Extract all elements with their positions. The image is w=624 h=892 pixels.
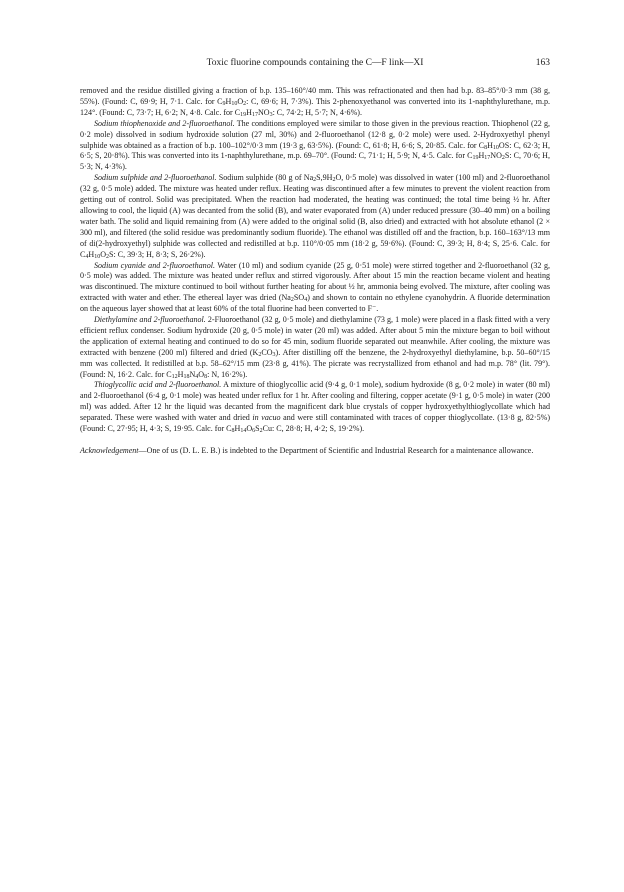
body-paragraph bbox=[80, 315, 550, 380]
text-run: SO bbox=[293, 293, 305, 303]
subscript: 3 bbox=[272, 351, 276, 358]
page-number: 163 bbox=[535, 58, 550, 68]
italic-text: Sodium thiophenoxide and 2-fluoroethanol. bbox=[94, 118, 235, 128]
subscript: 2 bbox=[259, 428, 263, 435]
subscript: 10 bbox=[94, 253, 101, 260]
text-run: 2-Fluoroethanol (32 g, 0·5 mole) and diethylamine (73 g, 1 mole) were placed in a flask fitted with a very efficient reflux condenser. Sodium hydroxide (20 g, 0·5 mole) in water (20 ml) was added. After about 5 min the mixture began to boil without the application of external heating and continued to do so for 45 min, sodium fluoride separated out meanwhile. After cooling, the mixture was extracted with benzene (200 ml) filtered and dried (K bbox=[80, 315, 550, 357]
text-run: and were still contaminated with traces of copper thioglycollate. (13·8 g, 82·5%) (Found: C, 27·95; H, 4·3; S, 19·95. Calc. for C bbox=[80, 413, 551, 434]
text-run: H bbox=[478, 151, 485, 161]
subscript: 19 bbox=[240, 111, 247, 118]
subscript: 9 bbox=[222, 100, 226, 107]
text-run: removed and the residue distilled giving a fraction of b.p. 135–160°/40 mm. This was refractionated and then had b.p. 83–85°/0·3 mm (38 g, 55%). (Found: C, 69·9; H, 7·1. Calc. for C bbox=[80, 86, 550, 106]
text-run: H bbox=[487, 140, 493, 150]
subscript: 10 bbox=[492, 144, 499, 151]
subscript: 8 bbox=[484, 144, 488, 151]
text-run: A mixture of thioglycollic acid (9·4 g, 0·1 mole), sodium hydroxide (8 g, 0·2 mole) in water (80 ml) and 2-fluoroethanol (6·4 g, 0·1 mole) was heated under reflux for 1 hr. After cooling and filtering, copper acetate (9·1 g, 0·5 mole) in water (200 ml) was added. After 12 hr the liquid was decanted from the magnificent dark blue crystals of copper hydroxyethylthioglycollate which had separated. These were washed with water and dried bbox=[80, 380, 550, 423]
text-run: CO bbox=[261, 347, 273, 357]
subscript: 4 bbox=[85, 253, 89, 260]
text-run: Sodium sulphide (80 g of Na bbox=[216, 173, 314, 183]
text-run: H bbox=[225, 96, 232, 106]
text-run: Water (10 ml) and sodium cyanide (25 g, 0·51 mole) were stirred together and 2-fluoroethanol (32 g, 0·5 mole) was added. The mixture was heated under reflux and stirred vigorously. After about 15 min the reaction became violent and heating was discontinued. The mixture continued to boil without further heating for about ½ hr, ammonia being evolved. The mixture, after cooling was extracted with water and ether. The ethereal layer was dried (Na bbox=[80, 260, 550, 303]
italic-text: Thioglycollic acid and 2-fluoroethanol. bbox=[94, 380, 222, 390]
subscript: 4 bbox=[195, 373, 199, 380]
body-paragraph bbox=[80, 173, 550, 260]
text-run: NO bbox=[257, 107, 270, 117]
italic-text: Diethylamine and 2-fluoroethanol. bbox=[94, 315, 206, 325]
subscript: 2 bbox=[332, 177, 336, 184]
text-run: O bbox=[246, 424, 253, 434]
text-run: O bbox=[198, 369, 205, 379]
subscript: 3 bbox=[269, 111, 273, 118]
body-paragraph bbox=[80, 119, 550, 174]
italic-text: in vacuo bbox=[252, 413, 281, 423]
text-run: OS: C, 62·3; H, 6·5; S, 20·8%). This was converted into its 1-naphthylurethane, m.p. 69–70°. (Found: C, 71·1; H, 5·9; N, 4·5. Calc. for C bbox=[80, 140, 550, 161]
italic-text: Acknowledgement bbox=[80, 446, 139, 455]
subscript: 19 bbox=[472, 155, 479, 162]
subscript: 2 bbox=[290, 297, 294, 304]
text-run: : C, 74·2; H, 5·7; N, 4·6%). bbox=[272, 107, 362, 117]
text-run: ). After distilling off the benzene, the 2-hydroxyethyl diethylamine, b.p. 50–60°/15 mm was collected. It redistilled at b.p. 58–62°/15 mm (23·8 g, 41%). The picrate was recrystallized from ethanol and had m.p. 78° (lit. 79°). (Found: N, 16·2. Calc. for C bbox=[80, 347, 550, 379]
page bbox=[80, 58, 550, 457]
subscript: 17 bbox=[251, 111, 258, 118]
italic-text: Sodium sulphide and 2-fluoroethanol. bbox=[94, 173, 217, 183]
body-paragraph bbox=[80, 86, 550, 119]
acknowledgement-paragraph bbox=[80, 446, 550, 457]
text-run: N bbox=[189, 369, 196, 379]
running-title: Toxic fluorine compounds containing the C—F link—XI bbox=[206, 58, 424, 68]
text-run: O bbox=[237, 96, 244, 106]
text-run: S bbox=[255, 424, 260, 434]
text-run: O bbox=[100, 249, 106, 259]
text-run: H bbox=[234, 424, 241, 434]
subscript: 17 bbox=[484, 155, 491, 162]
text-run: S: C, 70·6; H, 5·3; N, 4·3%). bbox=[80, 151, 550, 172]
subscript: 2 bbox=[501, 155, 505, 162]
body-paragraph bbox=[80, 261, 550, 316]
text-run: H bbox=[246, 107, 252, 117]
subscript: 6 bbox=[252, 428, 256, 435]
body-paragraph bbox=[80, 380, 550, 435]
text-run: S,9H bbox=[316, 173, 333, 183]
subscript: 8 bbox=[231, 428, 235, 435]
text-run: The conditions employed were similar to those given in the previous reaction. Thiophenol (22 g, 0·2 mole) dissolved in sodium hydroxide solution (27 ml, 30%) and 2-fluoroethanol (12·8 g, 0·2 mole) were used. 2-Hydroxyethyl phenyl sulphide was obtained as a fraction of b.p. 100–102°/0·3 mm (19·3 g, 63·5%). (Found: C, 61·8; H, 6·6; S, 20·85. Calc. for C bbox=[80, 118, 550, 150]
subscript: 2 bbox=[243, 100, 247, 107]
text-run: ) and shown to contain no ethylene cyanohydrin. A fluoride determination on the aqueous layer showed that at least 60% of the total fluorine had been converted to F⁻. bbox=[80, 293, 550, 314]
subscript: 12 bbox=[171, 373, 178, 380]
article-body bbox=[80, 86, 550, 457]
text-run: : N, 16·2%). bbox=[207, 369, 248, 379]
text-run: NO bbox=[490, 151, 502, 161]
subscript: 10 bbox=[231, 100, 238, 107]
text-run: Cu: C, 28·8; H, 4·2; S, 19·2%). bbox=[262, 424, 365, 434]
subscript: 2 bbox=[313, 177, 317, 184]
subscript: 4 bbox=[304, 297, 308, 304]
subscript: 8 bbox=[204, 373, 208, 380]
italic-text: Sodium cyanide and 2-fluoroethanol. bbox=[94, 260, 215, 270]
text-run: —One of us (D. L. E. B.) is indebted to the Department of Scientific and Industrial Research for a maintenance allowance. bbox=[138, 446, 534, 455]
text-run: O, 0·5 mole) was dissolved in water (100 ml) and 2-fluoroethanol (32 g, 0·5 mole) added. The mixture was heated under reflux. Heating was discontinued after a few minutes to prevent the violent reaction from getting out of control. Solid was precipitated. When the reaction had moderated, the heating was continued; the total time being ½ hr. After allowing to cool, the liquid (A) was decanted from the solid (B), and water evaporated from (A) under reduced pressure (30–40 mm) on a boiling water bath. The solid and liquid remaining from (A) were added to the original solid (B, also dried) and extracted with hot absolute ethanol (2 × 300 ml), and filtered (the solid residue was predominantly sodium fluoride). The ethanol was distilled off and the fraction, b.p. 160–163°/13 mm of di(2-hydroxyethyl) sulphide was collected and redistilled at b.p. 110°/0·05 mm (18·2 g, 59·6%). (Found: C, 39·3; H, 8·4; S, 25·6. Calc. for C bbox=[80, 173, 551, 259]
subscript: 2 bbox=[106, 253, 109, 260]
text-run: S: C, 39·3; H, 8·3; S, 26·2%). bbox=[109, 249, 206, 259]
text-run: H bbox=[177, 369, 184, 379]
subscript: 18 bbox=[183, 373, 190, 380]
subscript: 2 bbox=[258, 351, 262, 358]
running-header bbox=[80, 58, 550, 72]
text-run: : C, 69·6; H, 7·3%). This 2-phenoxyethanol was converted into its 1-naphthylurethane, m.p. 124°. (Found: C, 73·7; H, 6·2; N, 4·8. Calc. for C bbox=[80, 96, 550, 117]
subscript: 14 bbox=[240, 428, 247, 435]
text-run: H bbox=[88, 249, 95, 259]
